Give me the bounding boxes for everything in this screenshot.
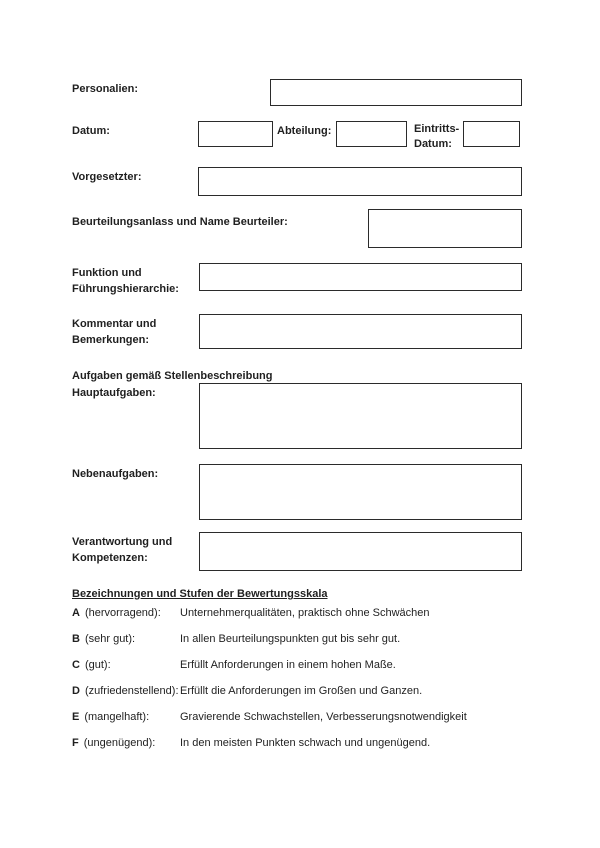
grade-description: Unternehmerqualitäten, praktisch ohne Schwächen xyxy=(180,607,430,619)
hauptaufgaben-row xyxy=(72,383,522,449)
rating-scale-row-d xyxy=(72,684,522,699)
hauptaufgaben-input[interactable] xyxy=(199,383,522,449)
grade-description: Gravierende Schwachstellen, Verbesserungsnotwendigkeit xyxy=(180,711,467,723)
beurteilungsanlass-row xyxy=(72,209,522,248)
rating-scale-row-a xyxy=(72,606,522,621)
rating-scale-label xyxy=(72,710,180,725)
funktion-label: Funktion und Führungshierarchie: xyxy=(72,267,179,295)
vorgesetzter-row xyxy=(72,167,522,196)
personalien-label: Personalien: xyxy=(72,83,139,95)
eintrittsdatum-input[interactable] xyxy=(463,121,520,147)
funktion-input[interactable] xyxy=(199,263,522,291)
datum-input[interactable] xyxy=(198,121,273,147)
grade-description: Erfüllt die Anforderungen im Großen und Ganzen. xyxy=(180,685,423,697)
grade-letter: B xyxy=(72,633,80,645)
kommentar-input[interactable] xyxy=(199,314,522,349)
rating-scale-row-e xyxy=(72,710,522,725)
rating-scale-row-c xyxy=(72,658,522,673)
grade-letter: A xyxy=(72,607,80,619)
grade-qualifier: (sehr gut): xyxy=(84,633,136,645)
nebenaufgaben-label: Nebenaufgaben: xyxy=(72,468,159,480)
rating-scale-label xyxy=(72,658,180,673)
rating-scale-label xyxy=(72,606,180,621)
personalien-row xyxy=(72,79,522,106)
grade-qualifier: (ungenügend): xyxy=(83,737,156,749)
grade-qualifier: (zufriedenstellend): xyxy=(84,685,179,697)
abteilung-label: Abteilung: xyxy=(277,125,332,137)
verantwortung-row xyxy=(72,532,522,571)
rating-scale-row-b xyxy=(72,632,522,647)
abteilung-input[interactable] xyxy=(336,121,407,147)
rating-scale-row-f xyxy=(72,736,522,751)
grade-qualifier: (gut): xyxy=(84,659,111,671)
eintrittsdatum-label: Eintritts-Datum: xyxy=(414,123,460,150)
grade-letter: F xyxy=(72,737,79,749)
grade-description: In den meisten Punkten schwach und ungenügend. xyxy=(180,737,431,749)
grade-qualifier: (hervorragend): xyxy=(84,607,161,619)
kommentar-label: Kommentar und Bemerkungen: xyxy=(72,318,157,346)
nebenaufgaben-row xyxy=(72,464,522,520)
aufgaben-section-heading: Aufgaben gemäß Stellenbeschreibung xyxy=(72,370,273,382)
grade-description: Erfüllt Anforderungen in einem hohen Maße. xyxy=(180,659,396,671)
bewertungsskala-heading: Bezeichnungen und Stufen der Bewertungsskala xyxy=(72,588,328,600)
verantwortung-input[interactable] xyxy=(199,532,522,571)
vorgesetzter-input[interactable] xyxy=(198,167,522,196)
rating-scale-label xyxy=(72,684,180,699)
rating-scale-label xyxy=(72,632,180,647)
funktion-row xyxy=(72,263,522,297)
grade-letter: E xyxy=(72,711,80,723)
grade-qualifier: (mangelhaft): xyxy=(84,711,150,723)
kommentar-row xyxy=(72,314,522,349)
grade-description: In allen Beurteilungspunkten gut bis sehr gut. xyxy=(180,633,401,645)
beurteilungsanlass-input[interactable] xyxy=(368,209,522,248)
vorgesetzter-label: Vorgesetzter: xyxy=(72,171,142,183)
verantwortung-label: Verantwortung und Kompetenzen: xyxy=(72,536,173,564)
datum-abteilung-eintritt-row xyxy=(72,121,522,152)
hauptaufgaben-label: Hauptaufgaben: xyxy=(72,387,156,399)
datum-label: Datum: xyxy=(72,125,110,137)
nebenaufgaben-input[interactable] xyxy=(199,464,522,520)
grade-letter: C xyxy=(72,659,80,671)
rating-scale-label xyxy=(72,736,180,751)
grade-letter: D xyxy=(72,685,80,697)
beurteilungsanlass-label: Beurteilungsanlass und Name Beurteiler: xyxy=(72,216,288,228)
personalien-input[interactable] xyxy=(270,79,522,106)
